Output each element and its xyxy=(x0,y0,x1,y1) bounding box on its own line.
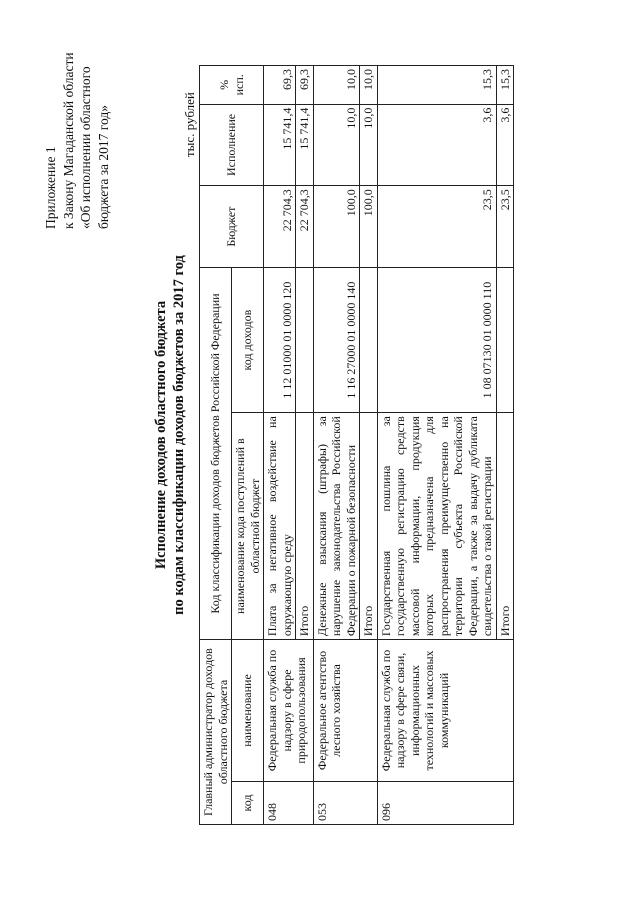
income-description: Плата за негативное воздействие на окружающую среду xyxy=(264,413,296,640)
header-execution: Исполнение xyxy=(200,104,264,186)
appendix-note xyxy=(42,52,112,229)
total-execution: 3,6 xyxy=(496,104,514,186)
header-income-name: наименование кода поступлений в областной бюджет xyxy=(232,413,264,640)
appendix-line: «Об исполнении областного xyxy=(78,66,93,229)
classification-code: 1 08 07130 01 0000 110 xyxy=(377,267,496,412)
title-line-1: Исполнение доходов областного бюджета xyxy=(153,300,169,570)
header-name: наименование xyxy=(232,640,264,782)
total-percent: 10,0 xyxy=(360,66,378,105)
appendix-line: бюджета за 2017 год» xyxy=(95,105,111,229)
admin-code: 048 xyxy=(264,781,314,824)
admin-code: 053 xyxy=(313,781,377,824)
total-label: Итого xyxy=(496,413,514,640)
appendix-line: к Закону Магаданской области xyxy=(60,52,76,229)
header-income-code: код доходов xyxy=(232,267,264,412)
header-code: код xyxy=(232,781,264,824)
total-budget: 22 704,3 xyxy=(296,186,314,268)
title-line-2: по кодам классификации доходов бюджетов за 2017 год xyxy=(171,255,187,615)
execution-value: 10,0 xyxy=(313,104,360,186)
table-row xyxy=(313,66,360,825)
empty-cell xyxy=(496,267,514,412)
appendix-line: Приложение 1 xyxy=(43,146,58,229)
budget-value: 23,5 xyxy=(377,186,496,268)
total-budget: 23,5 xyxy=(496,186,514,268)
admin-code: 096 xyxy=(377,781,514,824)
total-budget: 100,0 xyxy=(360,186,378,268)
header-admin-group: Главный администратор доходов областного бюджета xyxy=(200,640,232,825)
admin-name: Федеральная служба по надзору в сфере связи, информационных технологий и массовых коммуникаций xyxy=(377,640,514,782)
total-label: Итого xyxy=(360,413,378,640)
total-percent: 15,3 xyxy=(496,66,514,105)
table-row xyxy=(377,66,496,825)
total-label: Итого xyxy=(296,413,314,640)
percent-value: 15,3 xyxy=(377,66,496,105)
classification-code: 1 16 27000 01 0000 140 xyxy=(313,267,360,412)
header-row xyxy=(200,66,232,825)
document-title xyxy=(152,85,188,785)
empty-cell xyxy=(360,267,378,412)
admin-name: Федеральное агентство лесного хозяйства xyxy=(313,640,377,782)
income-table xyxy=(199,65,514,825)
header-percent: % исп. xyxy=(200,66,264,105)
budget-value: 100,0 xyxy=(313,186,360,268)
header-budget: Бюджет xyxy=(200,186,264,268)
income-description: Денежные взыскания (штрафы) за нарушение законодательства Российской Федерации о пожарной безопасности xyxy=(313,413,360,640)
unit-label: тыс. рублей xyxy=(182,92,197,157)
total-percent: 69,3 xyxy=(296,66,314,105)
empty-cell xyxy=(296,267,314,412)
execution-value: 3,6 xyxy=(377,104,496,186)
income-description: Государственная пошлина за государственную регистрацию средств массовой информации, продукция которых предназначена для распространения преимущественно на территории субъекта Российской Федерации, а также за выдачу дубликата свидетельства о такой регистрации xyxy=(377,413,496,640)
execution-value: 15 741,4 xyxy=(264,104,296,186)
header-classification-group: Код классификации доходов бюджетов Российской Федерации xyxy=(200,267,232,639)
admin-name: Федеральная служба по надзору в сфере природопользования xyxy=(264,640,314,782)
classification-code: 1 12 01000 01 0000 120 xyxy=(264,267,296,412)
percent-value: 10,0 xyxy=(313,66,360,105)
total-execution: 15 741,4 xyxy=(296,104,314,186)
percent-value: 69,3 xyxy=(264,66,296,105)
budget-value: 22 704,3 xyxy=(264,186,296,268)
total-execution: 10,0 xyxy=(360,104,378,186)
table-row xyxy=(264,66,296,825)
